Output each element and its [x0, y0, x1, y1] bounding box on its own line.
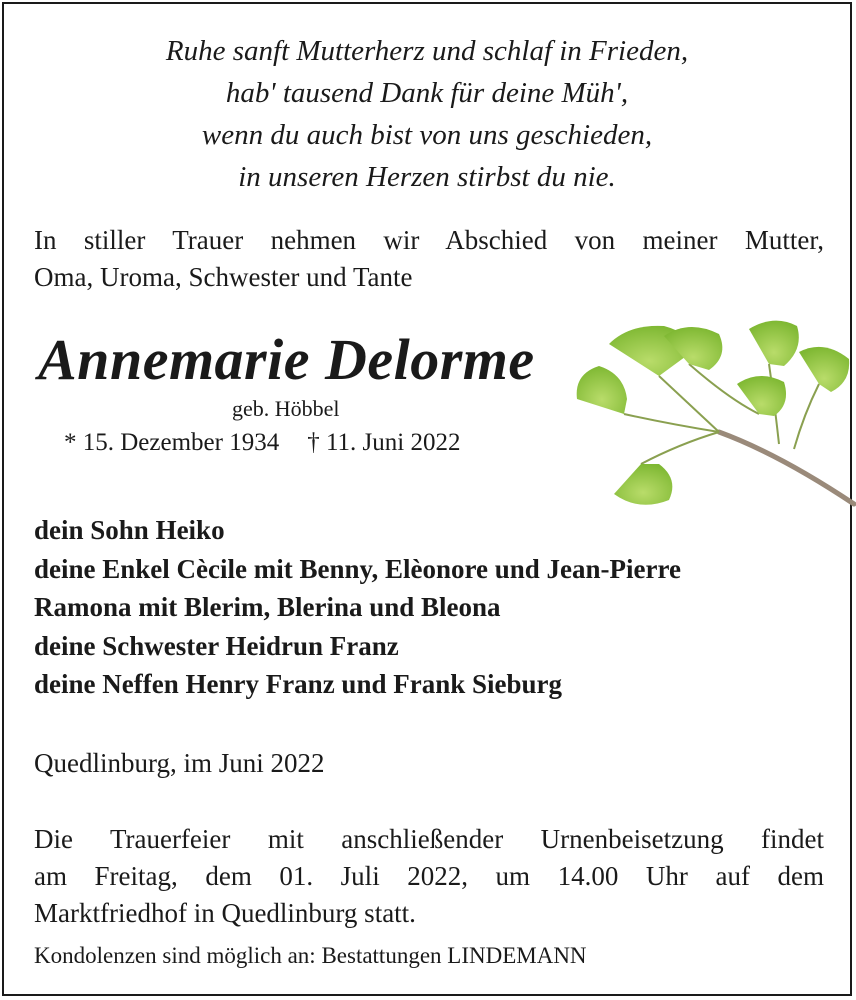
birth-name: geb. Höbbel — [232, 396, 340, 421]
funeral-line: Die Trauerfeier mit anschließender Urnenbeisetzung findet — [34, 824, 824, 854]
condolence-note: Kondolenzen sind möglich an: Bestattungen LINDEMANN — [34, 943, 587, 968]
funeral-line: Marktfriedhof in Quedlinburg statt. — [34, 898, 416, 928]
intro-line: In stiller Trauer nehmen wir Abschied von meiner Mutter, — [34, 225, 824, 255]
ginkgo-leaf-image — [569, 304, 856, 514]
mourner-line: deine Neffen Henry Franz und Frank Sieburg — [34, 669, 563, 699]
birth-date: * 15. Dezember 1934 — [64, 429, 280, 456]
mourner-line: Ramona mit Blerim, Blerina und Bleona — [34, 592, 501, 622]
mourner-line: dein Sohn Heiko — [34, 515, 225, 545]
poem-line: Ruhe sanft Mutterherz und schlaf in Frieden, — [165, 35, 689, 67]
intro-line: Oma, Uroma, Schwester und Tante — [34, 262, 413, 292]
funeral-info — [34, 821, 824, 932]
mourners-list — [34, 511, 681, 704]
deceased-name: Annemarie Delorme — [38, 327, 535, 392]
poem-line: wenn du auch bist von uns geschieden, — [201, 119, 653, 151]
death-date: † 11. Juni 2022 — [307, 429, 461, 456]
life-dates — [64, 429, 460, 457]
place-date: Quedlinburg, im Juni 2022 — [34, 748, 325, 778]
obituary-frame — [2, 2, 852, 996]
mourner-line: deine Enkel Cècile mit Benny, Elèonore und Jean-Pierre — [34, 553, 681, 584]
intro-text — [34, 222, 824, 296]
poem-line: hab' tausend Dank für deine Müh', — [225, 77, 629, 109]
poem — [4, 30, 850, 198]
poem-line: in unseren Herzen stirbst du nie. — [238, 161, 616, 193]
funeral-line: am Freitag, dem 01. Juli 2022, um 14.00 Uhr auf dem — [34, 861, 824, 891]
mourner-line: deine Schwester Heidrun Franz — [34, 630, 399, 661]
